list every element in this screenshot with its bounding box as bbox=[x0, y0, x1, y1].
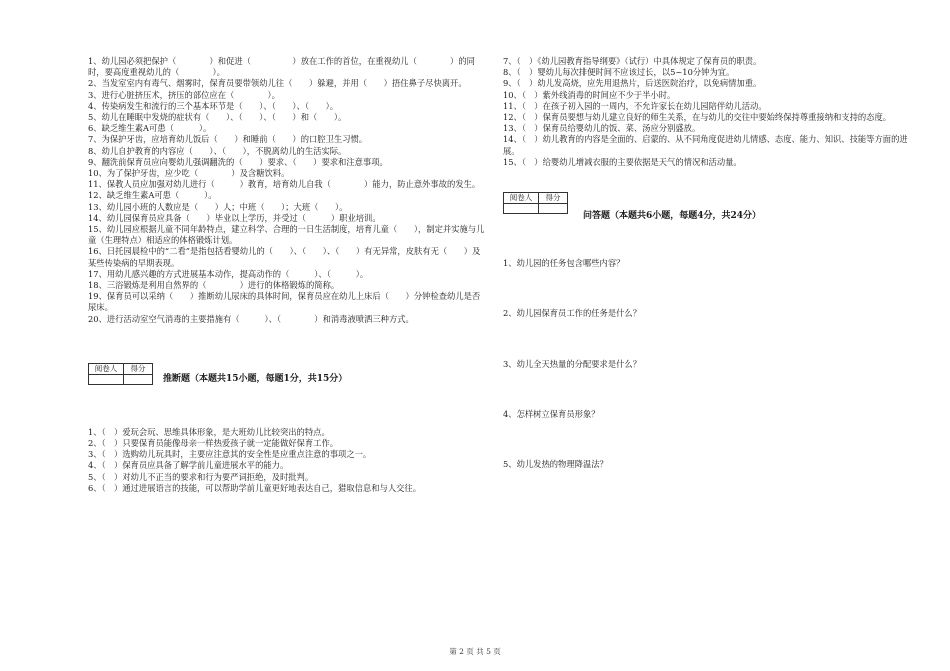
score-box bbox=[88, 363, 153, 385]
fill-question: 8、幼儿自护教育的内容应（ ）、（ ），不脱离幼儿的生活实际。 bbox=[88, 145, 347, 156]
judge-questions-continued bbox=[503, 56, 910, 168]
score-label: 得分 bbox=[124, 363, 153, 374]
qa-question: 2、幼儿园保育员工作的任务是什么？ bbox=[503, 308, 642, 319]
judge-question: 10、（ ）紫外线消毒的时间应不少于半小时。 bbox=[503, 89, 676, 100]
right-column bbox=[503, 56, 910, 509]
fill-question: 9、翻洗前保育员应向婴幼儿强调翻洗的（ ）要求、（ ）要求和注意事项。 bbox=[88, 156, 388, 167]
reviewer-cell bbox=[89, 374, 124, 384]
score-cell bbox=[124, 374, 153, 384]
qa-question: 3、幼儿全天热量的分配要求是什么？ bbox=[503, 358, 642, 369]
judge-question: 3、（ ）选购幼儿玩具时，主要应注意其的安全性是应重点注意的事项之一。 bbox=[88, 449, 372, 460]
left-column bbox=[88, 56, 486, 494]
fill-question: 17、用幼儿感兴趣的方式进展基本动作，提高动作的（ ）、（ ）。 bbox=[88, 268, 369, 279]
fill-question: 3、进行心脏挤压术，挤压的部位应在（ ）。 bbox=[88, 89, 280, 100]
page-footer: 第 2 页 共 5 页 bbox=[449, 647, 501, 656]
qa-question: 4、怎样树立保育员形象？ bbox=[503, 408, 600, 419]
judge-question: 2、（ ）只要保育员能像母亲一样热爱孩子就一定能做好保育工作。 bbox=[88, 438, 339, 449]
fill-question: 13、幼儿园小班的人数应是（ ）人；中班（ ）；大班（ ）。 bbox=[88, 201, 348, 212]
fill-question: 2、当发室室内有毒气、烟雾时，保育员要带领幼儿往（ ）躲避，并用（ ）捂住鼻子尽快离开。 bbox=[88, 78, 467, 89]
qa-question: 5、幼儿发热的物理降温法？ bbox=[503, 459, 608, 470]
fill-question: 14、幼儿园保育员应具备（ ）毕业以上学历，并受过（ ）职业培训。 bbox=[88, 212, 381, 223]
judge-question: 5、（ ）对幼儿不正当的要求和行为要严词拒绝，及时批判。 bbox=[88, 471, 314, 482]
fill-question: 19、保育员可以采纳（ ）推断幼儿尿床的具体时间，保育员应在幼儿上床后（ ）分钟检查幼儿是否尿床。 bbox=[88, 291, 481, 313]
fill-question: 4、传染病发生和流行的三个基本环节是（ ）、（ ）、（ ）。 bbox=[88, 100, 339, 111]
fill-question: 18、三浴锻炼是利用自然界的（ ）进行的体格锻炼的简称。 bbox=[88, 280, 340, 291]
reviewer-label: 阅卷人 bbox=[504, 193, 539, 204]
qa-section-header bbox=[503, 192, 910, 222]
judge-section-title: 推断题（本题共15小题，每题1分，共15分） bbox=[163, 373, 348, 384]
fill-question: 5、幼儿在睡眠中发烧的症状有（ ）、（ ）、（ ）和（ ）。 bbox=[88, 112, 347, 123]
fill-question: 7、为保护牙齿，应培育幼儿饭后（ ）和睡前（ ）的口腔卫生习惯。 bbox=[88, 134, 368, 145]
judge-question: 1、（ ）爱玩会玩、思维具体形象，是大班幼儿比较突出的特点。 bbox=[88, 426, 330, 437]
judge-question: 9、（ ）幼儿发高烧，应先用退热片，后送医院治疗，以免病情加重。 bbox=[503, 78, 762, 89]
judge-question: 15、（ ）给婴幼儿增减衣服的主要依据是天气的情况和活动量。 bbox=[503, 156, 742, 167]
judge-section-header bbox=[88, 363, 486, 385]
fill-question: 20、进行活动室空气消毒的主要措施有（ ）、（ ）和消毒液喷洒三种方式。 bbox=[88, 313, 414, 324]
judge-question: 4、（ ）保育员应具备了解学前儿童进展水平的能力。 bbox=[88, 460, 289, 471]
judge-questions bbox=[88, 427, 486, 494]
fill-in-questions bbox=[88, 56, 486, 325]
qa-questions bbox=[503, 258, 910, 470]
qa-question: 1、幼儿园的任务包含哪些内容？ bbox=[503, 258, 625, 269]
fill-question: 11、保教人员应加强对幼儿进行（ ）教育，培育幼儿自我（ ）能力，防止意外事故的发生。 bbox=[88, 179, 481, 190]
fill-question: 6、缺乏维生素A可患（ ）。 bbox=[88, 123, 212, 134]
score-cell bbox=[539, 204, 568, 214]
judge-question: 11、（ ）在孩子初入园的一周内，不允许家长在幼儿园陪伴幼儿活动。 bbox=[503, 100, 767, 111]
fill-question: 15、幼儿园应根据儿童不同年龄特点，建立科学、合理的一日生活制度，培育儿童（ ），制定并实施与儿童（生理特点）相适应的体格锻炼计划。 bbox=[88, 224, 485, 246]
score-box bbox=[503, 192, 568, 214]
fill-question: 1、幼儿园必须把保护（ ）和促进（ ）放在工作的首位，在重视幼儿（ ）的同时，要高度重视幼儿的（ ）。 bbox=[88, 56, 475, 78]
fill-question: 12、缺乏维生素A可患（ ）。 bbox=[88, 190, 217, 201]
reviewer-label: 阅卷人 bbox=[89, 363, 124, 374]
fill-question: 10、为了保护牙齿，应少吃（ ）及含糖饮料。 bbox=[88, 168, 290, 179]
judge-question: 13、（ ）保育员给婴幼儿的饭、菜、汤应分别盛放。 bbox=[503, 123, 701, 134]
judge-question: 6、（ ）通过进展语言的技能，可以帮助学前儿童更好地表达自己，猎取信息和与人交往。 bbox=[88, 482, 422, 493]
judge-question: 8、（ ）婴幼儿每次排便时间不应该过长，以5~10分钟为宜。 bbox=[503, 67, 735, 78]
judge-question: 14、（ ）幼儿教育的内容是全面的、启蒙的、从不同角度促进幼儿情感、态度、能力、知识、技能等方面的进展。 bbox=[503, 134, 908, 156]
fill-question: 16、日托园晨检中的“二看”是指包括看婴幼儿的（ ）、（ ）、（ ）有无异常，皮肤有无（ ）及某些传染病的早期表现。 bbox=[88, 246, 481, 268]
reviewer-cell bbox=[504, 204, 539, 214]
score-label: 得分 bbox=[539, 193, 568, 204]
judge-question: 12、（ ）保育员要想与幼儿建立良好的师生关系，在与幼儿的交往中要始终保持尊重接纳和支持的态度。 bbox=[503, 112, 892, 123]
judge-question: 7、（ ）《幼儿园教育指导纲要》（试行）中具体规定了保育员的职责。 bbox=[503, 56, 762, 66]
qa-section-title: 问答题（本题共6小题，每题4分，共24分） bbox=[583, 211, 762, 222]
